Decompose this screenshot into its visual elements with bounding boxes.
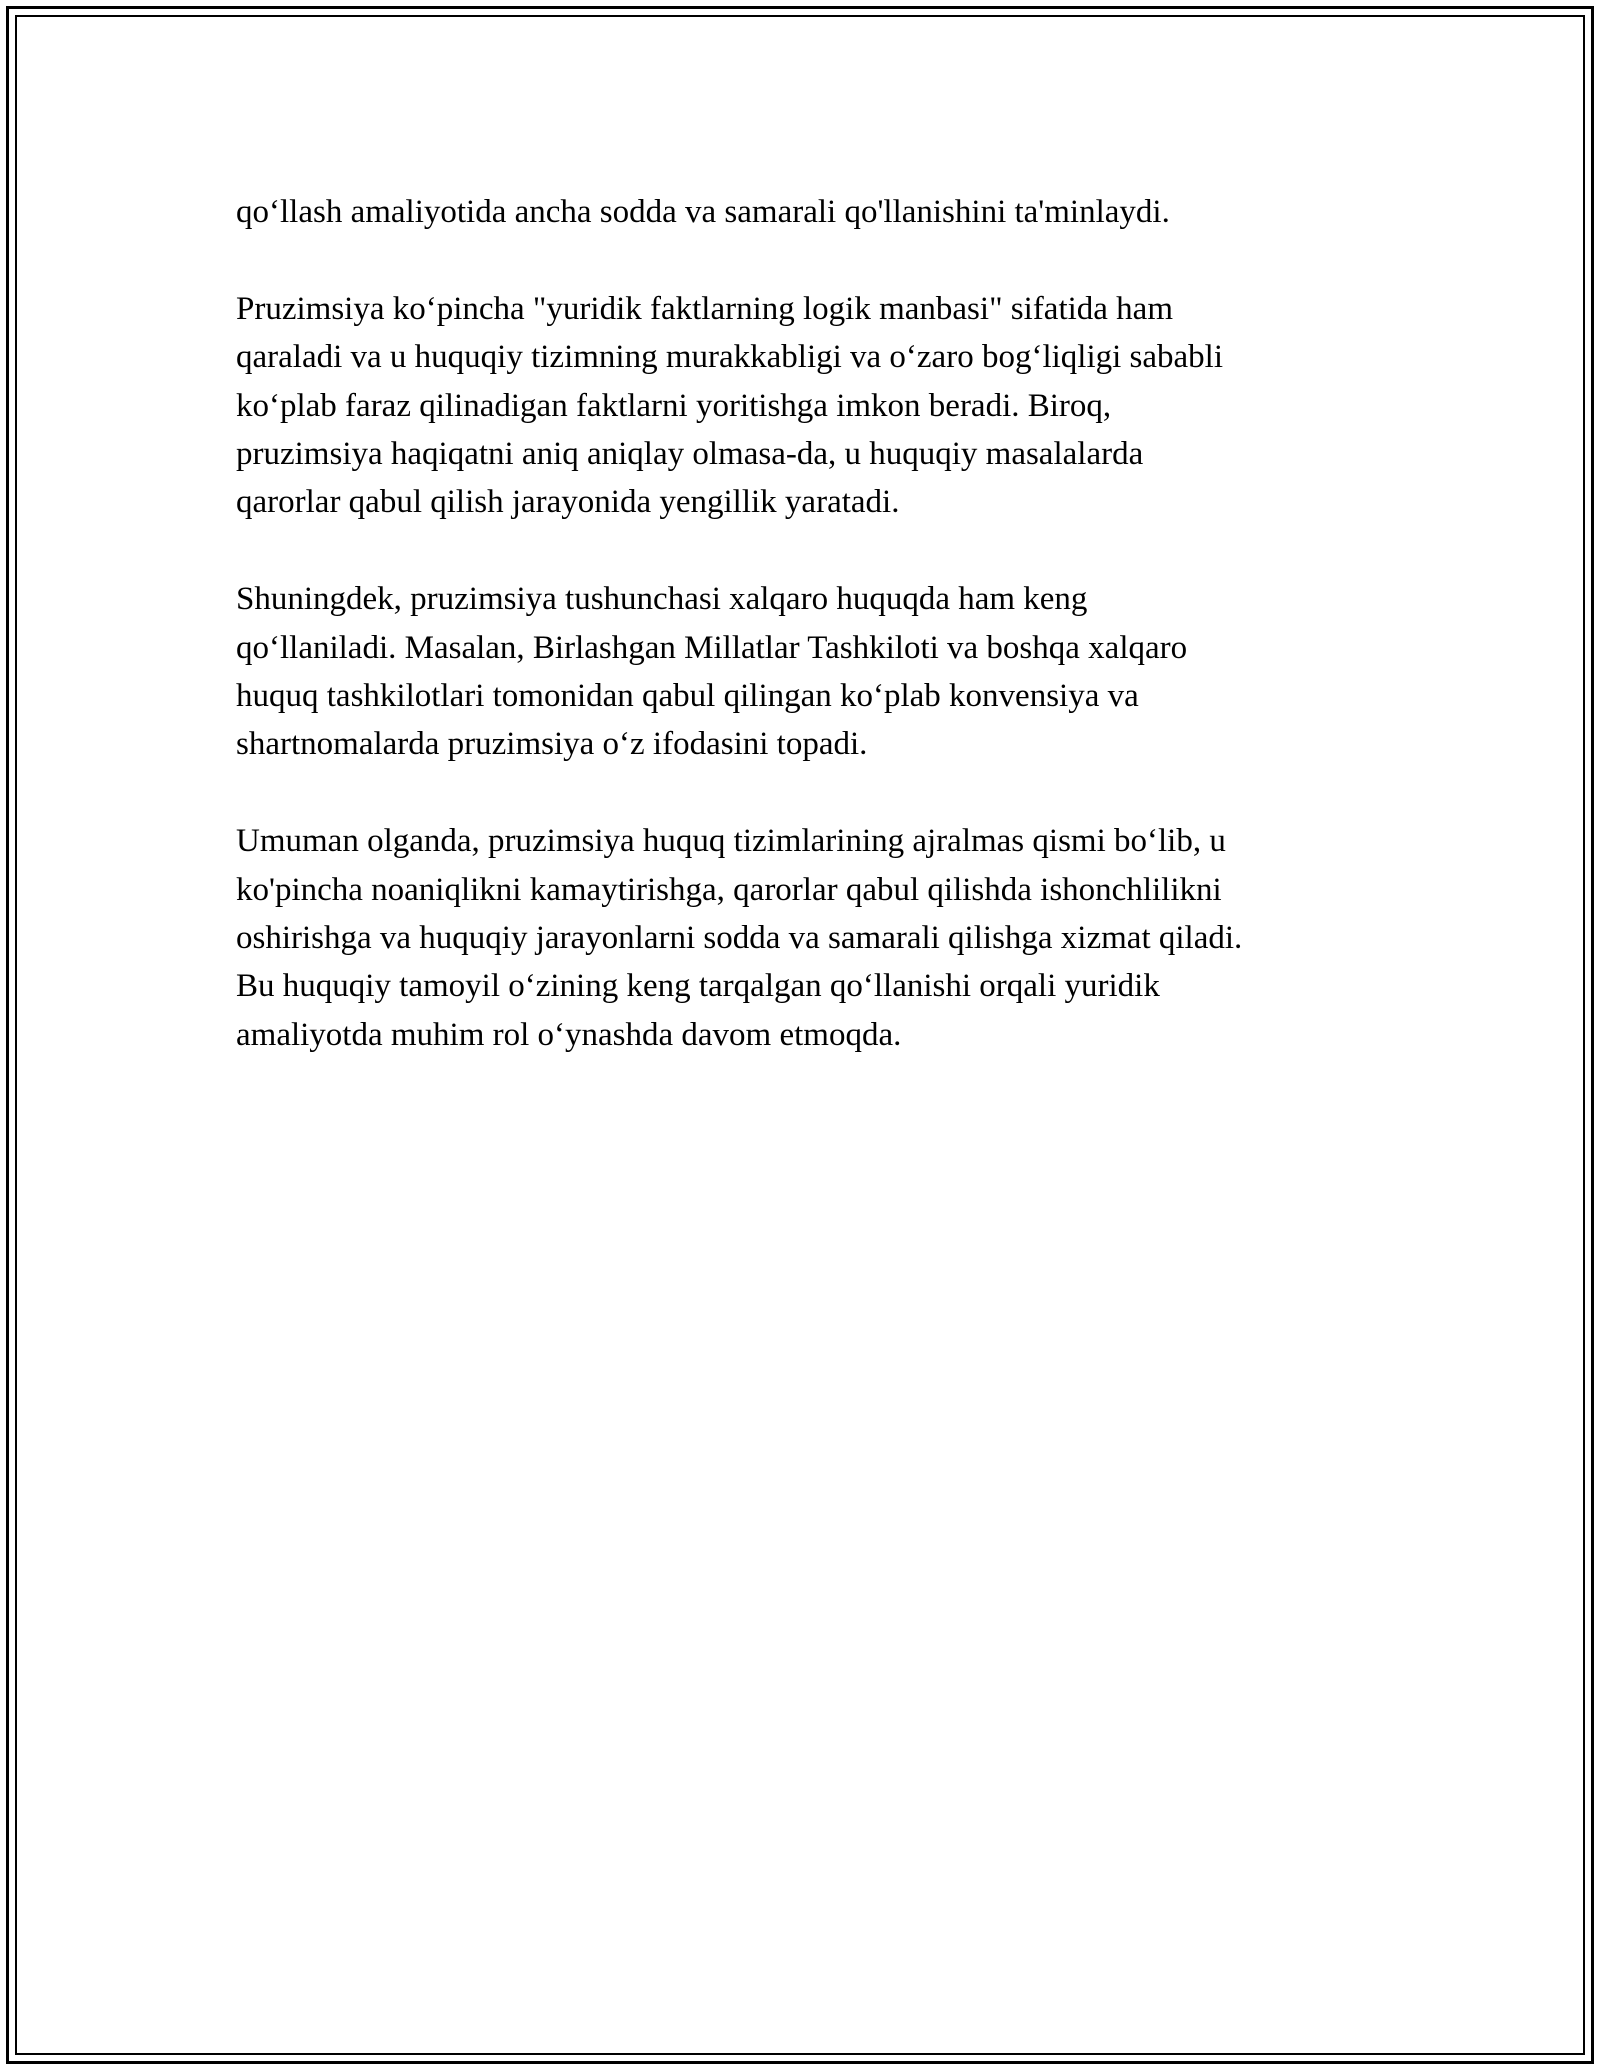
text-line: qo‘llash amaliyotida ancha sodda va samarali qo'llanishini ta'minlaydi. xyxy=(236,194,1170,230)
text-line: qaraladi va u huquqiy tizimning murakkabligi va o‘zaro bog‘liqligi sababli xyxy=(236,339,1224,376)
text-line: ko'pincha noaniqlikni kamaytirishga, qarorlar qabul qilishda ishonchlilikni xyxy=(236,871,1222,908)
text-line: qo‘llaniladi. Masalan, Birlashgan Millatlar Tashkiloti va boshqa xalqaro xyxy=(236,629,1188,666)
text-line: shartnomalarda pruzimsiya o‘z ifodasini topadi. xyxy=(236,726,868,763)
text-line: Shuningdek, pruzimsiya tushunchasi xalqaro huquqda ham keng xyxy=(236,581,1088,618)
paragraph-2 xyxy=(236,285,1376,527)
text-line: Pruzimsiya ko‘pincha "yuridik faktlarning logik manbasi" sifatida ham xyxy=(236,290,1173,327)
text-line: amaliyotda muhim rol o‘ynashda davom etmoqda. xyxy=(236,1016,902,1053)
text-line: Bu huquqiy tamoyil o‘zining keng tarqalgan qo‘llanishi orqali yuridik xyxy=(236,968,1160,1005)
text-line: pruzimsiya haqiqatni aniq aniqlay olmasa-da, u huquqiy masalalarda xyxy=(236,436,1144,473)
text-line: Umuman olganda, pruzimsiya huquq tizimlarining ajralmas qismi bo‘lib, u xyxy=(236,823,1226,860)
text-line: oshirishga va huquqiy jarayonlarni sodda va samarali qilishga xizmat qiladi. xyxy=(236,920,1243,957)
paragraph-4 xyxy=(236,817,1376,1059)
document-body xyxy=(236,188,1376,1108)
paragraph-1 xyxy=(236,188,1376,236)
text-line: qarorlar qabul qilish jarayonida yengillik yaratadi. xyxy=(236,484,900,521)
paragraph-3 xyxy=(236,575,1376,769)
text-line: ko‘plab faraz qilinadigan faktlarni yoritishga imkon beradi. Biroq, xyxy=(236,387,1112,424)
text-line: huquq tashkilotlari tomonidan qabul qilingan ko‘plab konvensiya va xyxy=(236,678,1139,715)
